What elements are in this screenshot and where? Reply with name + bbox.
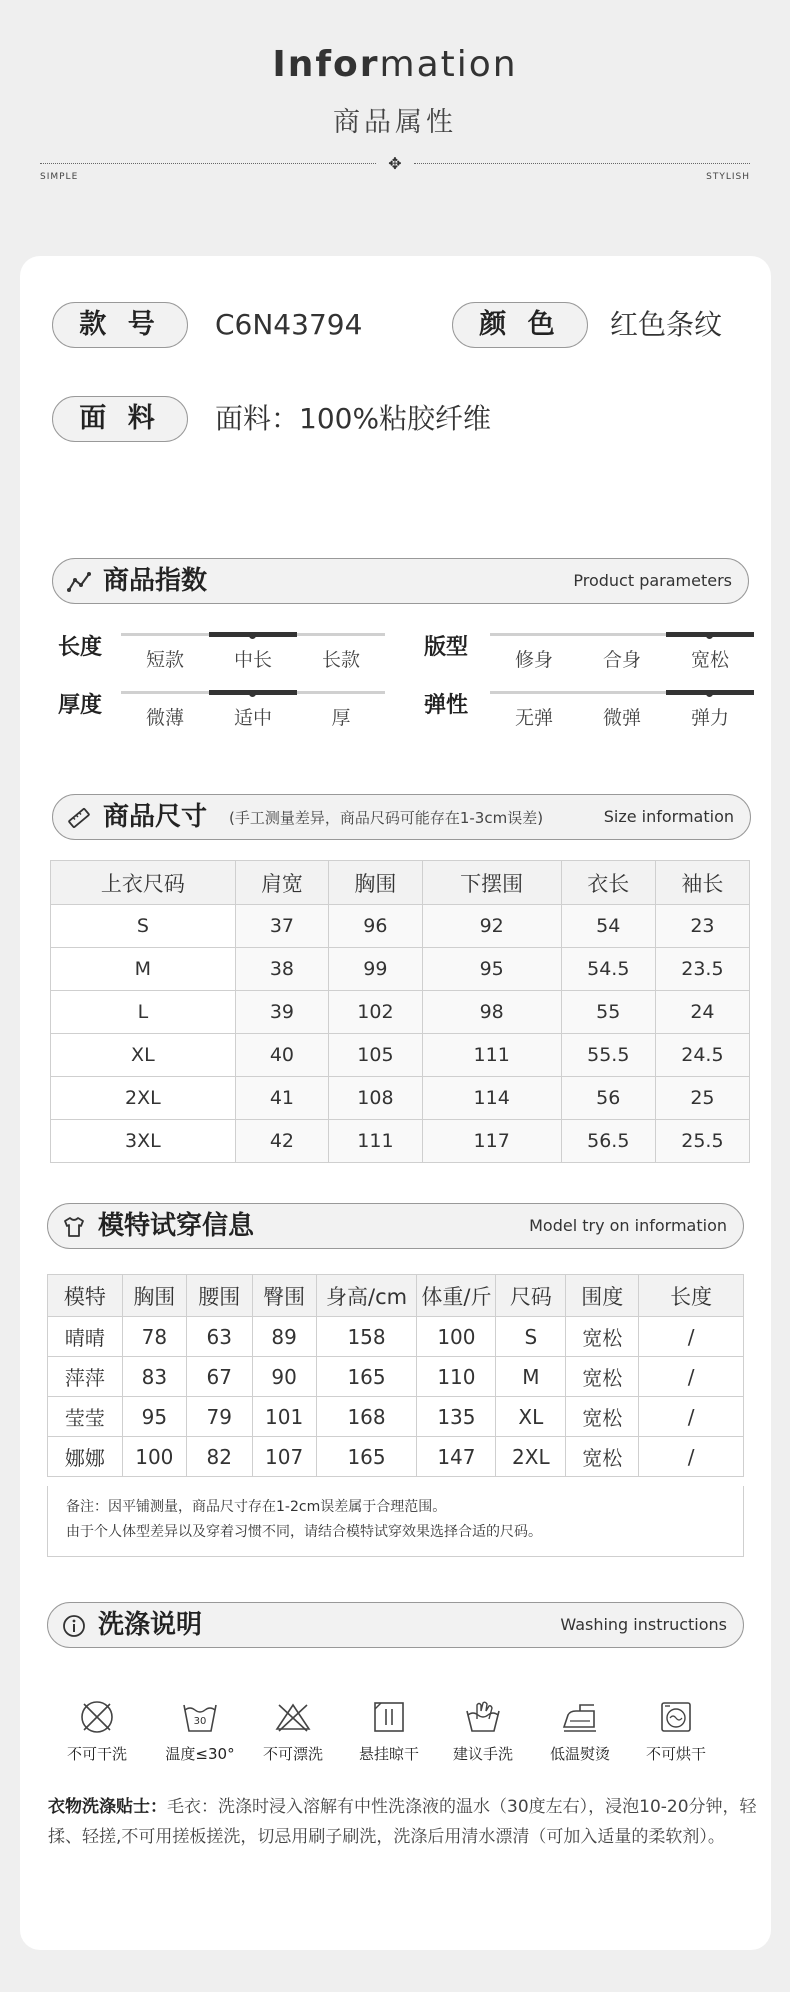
scale-option: 无弹: [514, 707, 553, 729]
scale-option: 适中: [233, 707, 272, 729]
size-table-cell: 111: [422, 1034, 561, 1077]
washing-header: [47, 1602, 744, 1648]
model-table-cell: 95: [122, 1397, 186, 1437]
size-table-cell: 95: [422, 948, 561, 991]
scale-option: 中长: [233, 649, 272, 671]
size-table-cell: 3XL: [51, 1120, 236, 1163]
size-table-cell: XL: [51, 1034, 236, 1077]
model-table-cell: /: [639, 1437, 744, 1477]
simple-tag: SIMPLE: [40, 172, 79, 182]
hand-wash-icon: [438, 1697, 528, 1764]
info-title: Information: [272, 44, 518, 85]
size-table-cell: 54: [561, 905, 655, 948]
model-table-cell: /: [639, 1317, 744, 1357]
model-table-cell: 100: [417, 1317, 496, 1357]
model-table-cell: 101: [252, 1397, 316, 1437]
model-table-header-cell: 围度: [566, 1275, 639, 1317]
color-value: 红色条纹: [610, 308, 723, 341]
index-label-thickness: 厚度: [58, 693, 103, 718]
model-table-cell: /: [639, 1397, 744, 1437]
table-row: [48, 1437, 744, 1477]
size-table-cell: 98: [422, 991, 561, 1034]
model-table-header-cell: 长度: [639, 1275, 744, 1317]
divider-right: [414, 163, 750, 164]
no-bleach-icon: [248, 1697, 338, 1764]
scale-option: 宽松: [690, 649, 729, 671]
model-table-cell: 89: [252, 1317, 316, 1357]
size-table-header-cell: 衣长: [561, 861, 655, 905]
scale-option: 长款: [321, 649, 360, 671]
table-row: [48, 1357, 744, 1397]
model-table-cell: 82: [186, 1437, 252, 1477]
model-table-cell: 90: [252, 1357, 316, 1397]
model-info-title: 模特试穿信息: [98, 1211, 255, 1241]
model-table-cell: 宽松: [566, 1317, 639, 1357]
wash-30-label: 温度≤30°: [165, 1745, 235, 1763]
divider-left: [40, 163, 376, 164]
size-info-en: Size information: [603, 807, 734, 826]
model-table-cell: 宽松: [566, 1397, 639, 1437]
model-table-cell: S: [496, 1317, 566, 1357]
size-info-header: [52, 794, 751, 840]
scale-option: 短款: [145, 649, 184, 671]
product-params-en: Product parameters: [573, 571, 732, 590]
hang-dry-icon: [344, 1697, 434, 1764]
scale-option: 弹力: [690, 707, 729, 729]
size-info-title: 商品尺寸: [103, 802, 208, 832]
size-table-cell: 2XL: [51, 1077, 236, 1120]
model-table-cell: 135: [417, 1397, 496, 1437]
product-params-header: [52, 558, 749, 604]
index-label-fit: 版型: [424, 635, 469, 660]
fabric-value: 面料：100%粘胶纤维: [215, 402, 492, 435]
model-table-cell: 110: [417, 1357, 496, 1397]
size-table-cell: 56.5: [561, 1120, 655, 1163]
hang-dry-label: 悬挂晾干: [358, 1745, 419, 1763]
size-table-cell: S: [51, 905, 236, 948]
model-info-header: [47, 1203, 744, 1249]
model-table-cell: 晴晴: [48, 1317, 123, 1357]
model-table-header-cell: 体重/斤: [417, 1275, 496, 1317]
scale-option: 微弹: [602, 707, 641, 729]
size-table-cell: 96: [329, 905, 422, 948]
model-note: [47, 1486, 744, 1557]
index-scale-fit: [490, 633, 754, 683]
color-label: 颜 色: [452, 302, 588, 348]
index-scale-elasticity: [490, 691, 754, 741]
stylish-tag: STYLISH: [706, 172, 750, 182]
model-table-cell: 107: [252, 1437, 316, 1477]
ruler-icon: [67, 806, 91, 830]
tips-title: 衣物洗涤贴士：: [48, 1797, 167, 1817]
product-params-title: 商品指数: [103, 566, 208, 596]
model-table-header-row: [48, 1275, 744, 1317]
size-table-cell: 92: [422, 905, 561, 948]
table-row: [51, 948, 750, 991]
model-table-cell: 63: [186, 1317, 252, 1357]
model-table: [47, 1274, 744, 1477]
scale-option: 厚: [331, 707, 351, 729]
tips-body: 毛衣：洗涤时浸入溶解有中性洗涤液的温水（30度左右），浸泡10-20分钟，轻揉、轻搓,不可用搓板搓洗，切忌用刷子刷洗，洗涤后用清水漂清（可加入适量的柔软剂）。: [48, 1797, 757, 1847]
size-table-cell: 56: [561, 1077, 655, 1120]
shirt-icon: [62, 1215, 86, 1239]
model-table-cell: 165: [316, 1357, 417, 1397]
table-row: [48, 1397, 744, 1437]
size-table-cell: 24.5: [655, 1034, 749, 1077]
table-row: [51, 1120, 750, 1163]
model-table-cell: 100: [122, 1437, 186, 1477]
page-subtitle: 商品属性: [333, 107, 457, 138]
model-table-cell: 宽松: [566, 1357, 639, 1397]
size-table-header-row: [51, 861, 750, 905]
index-label-elasticity: 弹性: [424, 693, 469, 718]
model-info-en: Model try on information: [529, 1216, 727, 1235]
hand-wash-label: 建议手洗: [452, 1745, 513, 1763]
model-table-cell: 78: [122, 1317, 186, 1357]
size-table-cell: 102: [329, 991, 422, 1034]
model-note-line-2: 由于个人体型差异以及穿着习惯不同，请结合模特试穿效果选择合适的尺码。: [66, 1524, 542, 1540]
index-scale-length: [121, 633, 385, 683]
model-table-cell: 168: [316, 1397, 417, 1437]
crosshair-icon: ✥: [388, 154, 402, 173]
table-row: [51, 991, 750, 1034]
model-table-cell: 79: [186, 1397, 252, 1437]
size-table-cell: 117: [422, 1120, 561, 1163]
model-table-cell: 莹莹: [48, 1397, 123, 1437]
size-table-cell: M: [51, 948, 236, 991]
size-info-note: (手工测量差异，商品尺码可能存在1-3cm误差): [229, 809, 544, 827]
size-table-cell: 54.5: [561, 948, 655, 991]
model-table-cell: XL: [496, 1397, 566, 1437]
model-table-header-cell: 胸围: [122, 1275, 186, 1317]
model-table-cell: 147: [417, 1437, 496, 1477]
washing-en: Washing instructions: [560, 1615, 727, 1634]
size-table-cell: 24: [655, 991, 749, 1034]
model-table-cell: M: [496, 1357, 566, 1397]
low-iron-icon: [535, 1697, 625, 1764]
size-table-header-cell: 下摆围: [422, 861, 561, 905]
model-table-cell: /: [639, 1357, 744, 1397]
scale-indicator-dot: [706, 632, 713, 639]
size-table-cell: 108: [329, 1077, 422, 1120]
no-bleach-label: 不可漂洗: [262, 1745, 323, 1763]
code-label: 款 号: [52, 302, 188, 348]
table-row: [51, 1077, 750, 1120]
table-row: [48, 1317, 744, 1357]
model-table-cell: 158: [316, 1317, 417, 1357]
no-tumble-dry-icon: [631, 1697, 721, 1764]
size-table-cell: 99: [329, 948, 422, 991]
size-table-cell: 55: [561, 991, 655, 1034]
model-table-header-cell: 尺码: [496, 1275, 566, 1317]
size-table-cell: 25: [655, 1077, 749, 1120]
wash-30-icon: [155, 1697, 245, 1764]
size-table-cell: 105: [329, 1034, 422, 1077]
model-table-cell: 83: [122, 1357, 186, 1397]
scale-option: 修身: [514, 649, 553, 671]
model-table-header-cell: 腰围: [186, 1275, 252, 1317]
low-iron-label: 低温熨烫: [549, 1745, 610, 1763]
scale-option: 合身: [602, 649, 641, 671]
size-table-cell: L: [51, 991, 236, 1034]
size-table: [50, 860, 750, 1163]
size-table-cell: 42: [235, 1120, 328, 1163]
index-scale-thickness: [121, 691, 385, 741]
size-table-cell: 23.5: [655, 948, 749, 991]
model-table-cell: 娜娜: [48, 1437, 123, 1477]
size-table-cell: 38: [235, 948, 328, 991]
model-table-header-cell: 臀围: [252, 1275, 316, 1317]
code-value: C6N43794: [215, 308, 363, 341]
model-table-cell: 67: [186, 1357, 252, 1397]
model-note-line-1: 备注：因平铺测量，商品尺寸存在1-2cm误差属于合理范围。: [66, 1499, 447, 1515]
size-table-cell: 39: [235, 991, 328, 1034]
model-table-cell: 2XL: [496, 1437, 566, 1477]
size-table-cell: 23: [655, 905, 749, 948]
index-label-length: 长度: [58, 635, 103, 660]
model-table-cell: 165: [316, 1437, 417, 1477]
scale-indicator-dot: [706, 690, 713, 697]
size-table-cell: 114: [422, 1077, 561, 1120]
size-table-header-cell: 上衣尺码: [51, 861, 236, 905]
size-table-cell: 55.5: [561, 1034, 655, 1077]
info-icon: [62, 1614, 86, 1638]
no-dry-clean-icon: [52, 1697, 142, 1764]
svg-text:30: 30: [193, 1716, 207, 1727]
washing-tips: [48, 1792, 768, 1852]
washing-title: 洗涤说明: [98, 1610, 203, 1640]
model-table-header-cell: 模特: [48, 1275, 123, 1317]
size-table-header-cell: 袖长: [655, 861, 749, 905]
size-table-cell: 25.5: [655, 1120, 749, 1163]
no-dry-clean-label: 不可干洗: [66, 1745, 127, 1763]
scale-indicator-dot: [249, 690, 256, 697]
fabric-label: 面 料: [52, 396, 188, 442]
scale-option: 微薄: [145, 707, 184, 729]
size-table-header-cell: 肩宽: [235, 861, 328, 905]
size-table-cell: 111: [329, 1120, 422, 1163]
table-row: [51, 1034, 750, 1077]
size-table-cell: 37: [235, 905, 328, 948]
model-table-cell: 宽松: [566, 1437, 639, 1477]
model-table-cell: 萍萍: [48, 1357, 123, 1397]
no-tumble-dry-label: 不可烘干: [645, 1745, 706, 1763]
table-row: [51, 905, 750, 948]
size-table-cell: 41: [235, 1077, 328, 1120]
model-table-header-cell: 身高/cm: [316, 1275, 417, 1317]
scale-indicator-dot: [249, 632, 256, 639]
trend-line-icon: [67, 570, 91, 594]
size-table-header-cell: 胸围: [329, 861, 422, 905]
size-table-cell: 40: [235, 1034, 328, 1077]
